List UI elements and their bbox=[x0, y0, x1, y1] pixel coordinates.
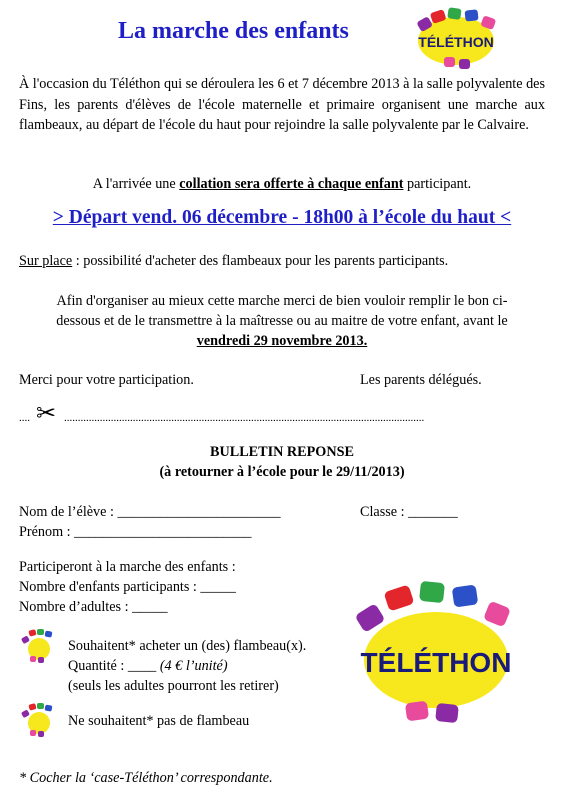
prenom-field[interactable]: Prénom : _________________________ bbox=[19, 524, 252, 540]
option-buy-label: Souhaitent* acheter un (des) flambeau(x). bbox=[68, 638, 307, 654]
organise-line-1: Afin d'organiser au mieux cette marche merci de bien vouloir remplir le bon ci- bbox=[56, 293, 508, 309]
sur-place-text: : possibilité d'acheter des flambeaux pour les parents participants. bbox=[72, 253, 449, 269]
depart-line: > Départ vend. 06 décembre - 18h00 à l’école du haut < bbox=[52, 207, 512, 228]
participeront-label: Participeront à la marche des enfants : bbox=[19, 559, 236, 575]
option-no-buy-label: Ne souhaitent* pas de flambeau bbox=[68, 713, 250, 729]
nb-enfants-field[interactable]: Nombre d'enfants participants : _____ bbox=[19, 579, 236, 595]
intro-paragraph: À l'occasion du Téléthon qui se déroulera les 6 et 7 décembre 2013 à la salle polyvalente des Fins, les parents d'élèves de l'école maternelle et primaire organisent une marche aux flambeaux, au départ de l'école du haut pour rejoindre la salle polyvalente par le Calvaire. bbox=[19, 76, 545, 133]
telethon-checkbox-no-buy[interactable] bbox=[20, 702, 56, 738]
nb-adultes-field[interactable]: Nombre d’adultes : _____ bbox=[19, 599, 168, 615]
organise-line-2: dessous et de le transmettre à la maîtresse ou au maitre de votre enfant, avant le bbox=[56, 313, 508, 329]
bulletin-subheading: (à retourner à l’école pour le 29/11/2013) bbox=[159, 464, 405, 480]
deadline: vendredi 29 novembre 2013. bbox=[196, 333, 368, 349]
collation-after: participant. bbox=[403, 176, 472, 192]
bulletin-heading: BULLETIN REPONSE bbox=[210, 444, 354, 460]
footnote: * Cocher la ‘case-Téléthon’ correspondante. bbox=[19, 770, 273, 786]
logo-wordmark: TÉLÉTHON bbox=[418, 34, 494, 50]
signature: Les parents délégués. bbox=[360, 372, 482, 388]
telethon-checkbox-buy[interactable] bbox=[20, 628, 56, 664]
telethon-logo-large bbox=[336, 578, 536, 728]
option-buy-note: (seuls les adultes pourront les retirer) bbox=[68, 678, 279, 694]
sur-place-line bbox=[19, 251, 448, 272]
sur-place-label: Sur place bbox=[19, 253, 73, 269]
quantity-label: Quantité : ____ bbox=[68, 658, 160, 674]
quantity-price: (4 € l’unité) bbox=[159, 658, 228, 674]
classe-field[interactable]: Classe : _______ bbox=[360, 504, 458, 520]
quantity-field[interactable] bbox=[68, 656, 228, 677]
nom-field[interactable]: Nom de l’élève : _______________________ bbox=[19, 504, 281, 520]
cut-dots-left: .... bbox=[19, 412, 30, 424]
telethon-logo-small bbox=[404, 5, 508, 77]
cut-dots-right: ................................................................................................................................... bbox=[64, 412, 425, 424]
collation-before: A l'arrivée une bbox=[92, 176, 180, 192]
logo-wordmark-large: TÉLÉTHON bbox=[360, 647, 512, 678]
merci-text: Merci pour votre participation. bbox=[19, 372, 194, 388]
page-title: La marche des enfants bbox=[118, 18, 349, 44]
scissors-icon: ✂ bbox=[36, 399, 57, 427]
collation-highlight: collation sera offerte à chaque enfant bbox=[179, 176, 404, 192]
collation-line bbox=[0, 174, 564, 195]
